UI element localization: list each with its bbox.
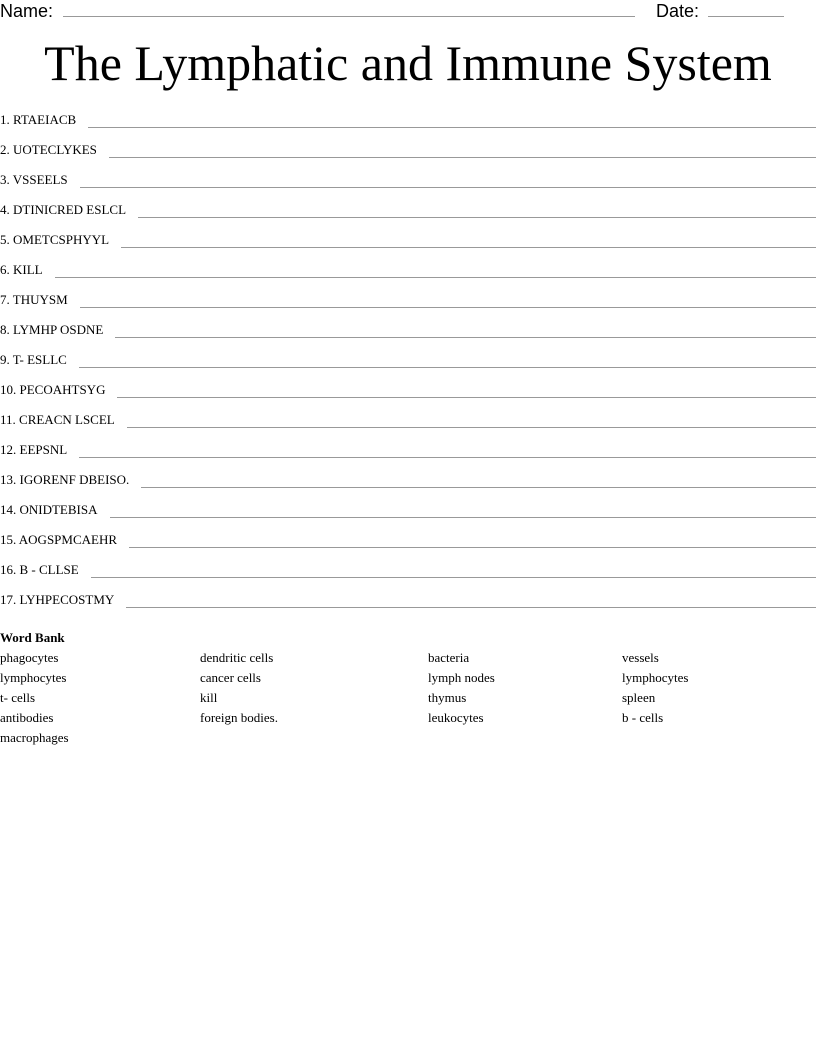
date-label: Date:: [656, 1, 700, 21]
puzzle-row: [0, 532, 816, 562]
word-bank-item: macrophages: [0, 730, 69, 745]
answer-line[interactable]: [117, 396, 816, 398]
word-bank-item: cancer cells: [200, 670, 261, 685]
answer-line[interactable]: [115, 336, 816, 338]
puzzle-row: [0, 232, 816, 262]
puzzle-row: [0, 592, 816, 622]
word-bank-item: antibodies: [0, 710, 54, 725]
puzzle-row: [0, 202, 816, 232]
word-bank-item: dendritic cells: [200, 650, 274, 665]
word-bank-item: foreign bodies.: [200, 710, 278, 725]
answer-line[interactable]: [126, 606, 816, 608]
puzzle-row: [0, 502, 816, 532]
word-bank-title: Word Bank: [0, 630, 65, 645]
word-bank-item: t- cells: [0, 690, 36, 705]
word-bank-item: lymph nodes: [428, 670, 495, 685]
puzzle-row: [0, 352, 816, 382]
scrambled-word: 16. B - CLLSE: [0, 562, 79, 577]
word-bank-item: spleen: [622, 690, 656, 705]
puzzle-row: [0, 142, 816, 172]
scrambled-word: 2. UOTECLYKES: [0, 142, 97, 157]
puzzle-row: [0, 382, 816, 412]
scrambled-word: 13. IGORENF DBEISO.: [0, 472, 130, 487]
word-bank-item: b - cells: [622, 710, 664, 725]
puzzle-row: [0, 112, 816, 142]
word-bank-item: lymphocytes: [622, 670, 689, 685]
word-bank-column: [428, 648, 495, 728]
answer-line[interactable]: [127, 426, 816, 428]
scrambled-word: 5. OMETCSPHYYL: [0, 232, 110, 247]
word-bank-item: lymphocytes: [0, 670, 67, 685]
word-bank-item: kill: [200, 690, 218, 705]
name-field-line[interactable]: [63, 16, 635, 17]
answer-line[interactable]: [79, 456, 816, 458]
word-bank-column: [622, 648, 688, 728]
word-bank-column: [0, 648, 69, 748]
scrambled-word: 4. DTINICRED ESLCL: [0, 202, 127, 217]
puzzle-row: [0, 292, 816, 322]
scrambled-word: 1. RTAEIACB: [0, 112, 77, 127]
answer-line[interactable]: [88, 126, 816, 128]
answer-line[interactable]: [109, 156, 816, 158]
puzzle-row: [0, 262, 816, 292]
scrambled-word: 15. AOGSPMCAEHR: [0, 532, 118, 547]
answer-line[interactable]: [110, 516, 816, 518]
answer-line[interactable]: [91, 576, 816, 578]
word-bank-item: thymus: [428, 690, 467, 705]
date-field-line[interactable]: [708, 16, 784, 17]
scrambled-word: 17. LYHPECOSTMY: [0, 592, 115, 607]
word-bank-item: vessels: [622, 650, 659, 665]
scrambled-word: 7. THUYSM: [0, 292, 68, 307]
answer-line[interactable]: [138, 216, 816, 218]
puzzle-row: [0, 562, 816, 592]
answer-line[interactable]: [141, 486, 816, 488]
worksheet-header: [0, 0, 816, 22]
scrambled-word: 3. VSSEELS: [0, 172, 68, 187]
scrambled-word: 12. EEPSNL: [0, 442, 68, 457]
word-bank-item: phagocytes: [0, 650, 59, 665]
word-bank: [0, 628, 816, 748]
page-title: The Lymphatic and Immune System: [44, 35, 772, 91]
answer-line[interactable]: [80, 186, 816, 188]
answer-line[interactable]: [79, 366, 816, 368]
scrambled-word: 14. ONIDTEBISA: [0, 502, 98, 517]
scrambled-word: 9. T- ESLLC: [0, 352, 67, 367]
answer-line[interactable]: [129, 546, 816, 548]
answer-line[interactable]: [55, 276, 816, 278]
puzzle-row: [0, 322, 816, 352]
name-label: Name:: [0, 1, 54, 21]
scrambled-word: 10. PECOAHTSYG: [0, 382, 106, 397]
puzzle-row: [0, 472, 816, 502]
scrambled-word: 11. CREACN LSCEL: [0, 412, 115, 427]
word-bank-grid: [0, 648, 816, 748]
word-bank-item: bacteria: [428, 650, 470, 665]
word-bank-column: [200, 648, 278, 728]
puzzle-row: [0, 172, 816, 202]
puzzle-row: [0, 442, 816, 472]
scrambled-word: 6. KILL: [0, 262, 43, 277]
word-bank-item: leukocytes: [428, 710, 484, 725]
answer-line[interactable]: [121, 246, 816, 248]
scrambled-word-list: [0, 112, 816, 622]
answer-line[interactable]: [80, 306, 816, 308]
scrambled-word: 8. LYMHP OSDNE: [0, 322, 104, 337]
puzzle-row: [0, 412, 816, 442]
